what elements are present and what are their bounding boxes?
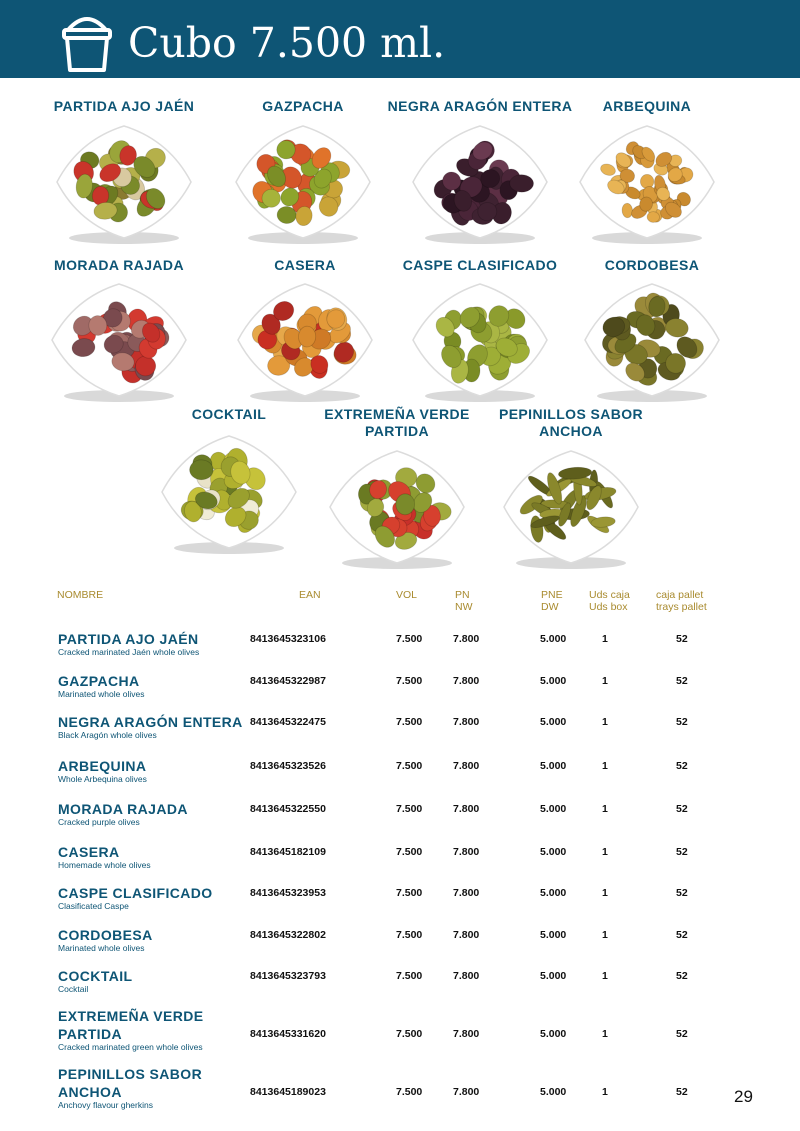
product-name: EXTREMEÑA VERDE bbox=[324, 406, 470, 422]
uds-cell: 1 bbox=[602, 675, 608, 687]
product-cordobesa bbox=[542, 257, 762, 274]
pne-cell: 5.000 bbox=[540, 760, 567, 772]
pne-cell: 5.000 bbox=[540, 929, 567, 941]
pne-cell: 5.000 bbox=[540, 1086, 567, 1098]
uds-cell: 1 bbox=[602, 929, 608, 941]
vol-cell: 7.500 bbox=[396, 846, 423, 858]
row-subtitle: Clasificated Caspe bbox=[58, 901, 129, 911]
uds-cell: 1 bbox=[602, 1086, 608, 1098]
gazpacha-dish bbox=[228, 120, 378, 250]
pn-cell: 7.800 bbox=[453, 675, 480, 687]
pallet-cell: 52 bbox=[676, 929, 688, 941]
col-header-uds bbox=[589, 589, 630, 613]
row-name: PARTIDA bbox=[58, 1026, 122, 1042]
product-name: CASERA bbox=[274, 257, 336, 273]
product-name: COCKTAIL bbox=[191, 406, 267, 422]
ean-cell: 8413645323953 bbox=[250, 887, 326, 899]
pallet-cell: 52 bbox=[676, 675, 688, 687]
pallet-cell: 52 bbox=[676, 803, 688, 815]
pallet-cell: 52 bbox=[676, 887, 688, 899]
product-image-cordobesa bbox=[577, 278, 727, 413]
uds-cell: 1 bbox=[602, 803, 608, 815]
row-subtitle: Black Aragón whole olives bbox=[58, 730, 157, 740]
pn-cell: 7.800 bbox=[453, 929, 480, 941]
vol-cell: 7.500 bbox=[396, 1028, 423, 1040]
product-image-pepinillos bbox=[496, 445, 646, 580]
vol-cell: 7.500 bbox=[396, 760, 423, 772]
pn-cell: 7.800 bbox=[453, 1028, 480, 1040]
casera-dish bbox=[230, 278, 380, 408]
vol-cell: 7.500 bbox=[396, 1086, 423, 1098]
pne-cell: 5.000 bbox=[540, 716, 567, 728]
row-subtitle: Homemade whole olives bbox=[58, 860, 151, 870]
uds-cell: 1 bbox=[602, 716, 608, 728]
ean-cell: 8413645322475 bbox=[250, 716, 326, 728]
vol-cell: 7.500 bbox=[396, 929, 423, 941]
vol-cell: 7.500 bbox=[396, 675, 423, 687]
pepinillos-dish bbox=[496, 445, 646, 575]
partida-ajo-jaen-dish bbox=[49, 120, 199, 250]
product-name: MORADA RAJADA bbox=[54, 257, 184, 273]
uds-cell: 1 bbox=[602, 846, 608, 858]
col-header-nombre: NOMBRE bbox=[57, 589, 104, 601]
product-image-negra-aragon bbox=[405, 120, 555, 255]
col-header-pne-en: DW bbox=[541, 601, 559, 613]
pn-cell: 7.800 bbox=[453, 1086, 480, 1098]
morada-rajada-dish bbox=[44, 278, 194, 408]
row-name: CORDOBESA bbox=[58, 927, 153, 943]
product-name: CASPE CLASIFICADO bbox=[402, 257, 558, 273]
pallet-cell: 52 bbox=[676, 970, 688, 982]
product-image-arbequina bbox=[572, 120, 722, 255]
row-subtitle: Whole Arbequina olives bbox=[58, 774, 147, 784]
vol-cell: 7.500 bbox=[396, 633, 423, 645]
pn-cell: 7.800 bbox=[453, 970, 480, 982]
pne-cell: 5.000 bbox=[540, 846, 567, 858]
row-name: NEGRA ARAGÓN ENTERA bbox=[58, 714, 243, 730]
vol-cell: 7.500 bbox=[396, 887, 423, 899]
caspe-dish bbox=[405, 278, 555, 408]
negra-aragon-dish bbox=[405, 120, 555, 250]
product-image-cocktail bbox=[154, 430, 304, 565]
product-name: NEGRA ARAGÓN ENTERA bbox=[387, 98, 573, 114]
row-name: CASPE CLASIFICADO bbox=[58, 885, 213, 901]
row-subtitle: Marinated whole olives bbox=[58, 943, 145, 953]
row-name: ANCHOA bbox=[58, 1084, 122, 1100]
pallet-cell: 52 bbox=[676, 633, 688, 645]
uds-cell: 1 bbox=[602, 970, 608, 982]
product-arbequina bbox=[537, 98, 757, 115]
col-header-pallet bbox=[656, 589, 707, 613]
olive bbox=[395, 493, 415, 515]
row-name: ARBEQUINA bbox=[58, 758, 147, 774]
bucket-icon bbox=[60, 12, 114, 74]
extremena-dish bbox=[322, 445, 472, 575]
product-name: ANCHOA bbox=[539, 423, 603, 439]
olive bbox=[510, 174, 534, 192]
pne-cell: 5.000 bbox=[540, 675, 567, 687]
col-header-pn bbox=[455, 589, 473, 613]
product-image-gazpacha bbox=[228, 120, 378, 255]
pallet-cell: 52 bbox=[676, 760, 688, 772]
page-title: Cubo 7.500 ml. bbox=[128, 19, 446, 67]
vol-cell: 7.500 bbox=[396, 803, 423, 815]
col-header-pn-es: PN bbox=[455, 589, 470, 601]
pn-cell: 7.800 bbox=[453, 716, 480, 728]
ean-cell: 8413645323106 bbox=[250, 633, 326, 645]
product-pepinillos bbox=[461, 406, 681, 440]
product-name: PARTIDA bbox=[365, 423, 429, 439]
uds-cell: 1 bbox=[602, 633, 608, 645]
product-name: GAZPACHA bbox=[262, 98, 344, 114]
row-subtitle: Marinated whole olives bbox=[58, 689, 145, 699]
col-header-vol: VOL bbox=[396, 589, 418, 601]
product-image-partida-ajo-jaen bbox=[49, 120, 199, 255]
ean-cell: 8413645331620 bbox=[250, 1028, 326, 1040]
ean-cell: 8413645322987 bbox=[250, 675, 326, 687]
pn-cell: 7.800 bbox=[453, 846, 480, 858]
ean-cell: 8413645189023 bbox=[250, 1086, 326, 1098]
uds-cell: 1 bbox=[602, 887, 608, 899]
page-header bbox=[0, 0, 800, 78]
col-header-pn-en: NW bbox=[455, 601, 473, 613]
row-name: PEPINILLOS SABOR bbox=[58, 1066, 203, 1082]
uds-cell: 1 bbox=[602, 760, 608, 772]
pallet-cell: 52 bbox=[676, 716, 688, 728]
product-name: PEPINILLOS SABOR bbox=[498, 406, 644, 422]
cordobesa-dish bbox=[577, 278, 727, 408]
col-header-pne-es: PNE bbox=[541, 589, 563, 601]
ean-cell: 8413645323526 bbox=[250, 760, 326, 772]
ean-cell: 8413645322550 bbox=[250, 803, 326, 815]
col-header-ean: EAN bbox=[299, 589, 321, 601]
row-subtitle: Cocktail bbox=[58, 984, 89, 994]
col-header-uds-en: Uds box bbox=[589, 601, 628, 613]
cocktail-dish bbox=[154, 430, 304, 560]
row-subtitle: Cracked purple olives bbox=[58, 817, 140, 827]
pallet-cell: 52 bbox=[676, 1086, 688, 1098]
row-name: CASERA bbox=[58, 844, 120, 860]
olive bbox=[189, 460, 213, 480]
product-name: ARBEQUINA bbox=[602, 98, 692, 114]
pne-cell: 5.000 bbox=[540, 1028, 567, 1040]
pne-cell: 5.000 bbox=[540, 803, 567, 815]
pne-cell: 5.000 bbox=[540, 887, 567, 899]
product-image-extremena bbox=[322, 445, 472, 580]
uds-cell: 1 bbox=[602, 1028, 608, 1040]
row-name: MORADA RAJADA bbox=[58, 801, 188, 817]
row-name: GAZPACHA bbox=[58, 673, 140, 689]
col-header-pne bbox=[541, 589, 563, 613]
product-image-morada-rajada bbox=[44, 278, 194, 413]
row-name: PARTIDA AJO JAÉN bbox=[58, 631, 199, 647]
product-image-casera bbox=[230, 278, 380, 413]
row-subtitle: Cracked marinated green whole olives bbox=[58, 1042, 203, 1052]
ean-cell: 8413645322802 bbox=[250, 929, 326, 941]
pn-cell: 7.800 bbox=[453, 760, 480, 772]
vol-cell: 7.500 bbox=[396, 716, 423, 728]
col-header-pallet-es: caja pallet bbox=[656, 589, 704, 601]
pn-cell: 7.800 bbox=[453, 803, 480, 815]
row-name: COCKTAIL bbox=[58, 968, 133, 984]
row-name: EXTREMEÑA VERDE bbox=[58, 1008, 204, 1024]
pn-cell: 7.800 bbox=[453, 633, 480, 645]
row-subtitle: Cracked marinated Jaén whole olives bbox=[58, 647, 200, 657]
product-name: PARTIDA AJO JAÉN bbox=[53, 98, 195, 114]
pallet-cell: 52 bbox=[676, 1028, 688, 1040]
pne-cell: 5.000 bbox=[540, 970, 567, 982]
pallet-cell: 52 bbox=[676, 846, 688, 858]
page-number: 29 bbox=[734, 1087, 753, 1106]
product-image-caspe bbox=[405, 278, 555, 413]
ean-cell: 8413645323793 bbox=[250, 970, 326, 982]
col-header-uds-es: Uds caja bbox=[589, 589, 630, 601]
arbequina-dish bbox=[572, 120, 722, 250]
vol-cell: 7.500 bbox=[396, 970, 423, 982]
pn-cell: 7.800 bbox=[453, 887, 480, 899]
ean-cell: 8413645182109 bbox=[250, 846, 326, 858]
col-header-pallet-en: trays pallet bbox=[656, 601, 707, 613]
product-name: CORDOBESA bbox=[604, 257, 700, 273]
pne-cell: 5.000 bbox=[540, 633, 567, 645]
row-subtitle: Anchovy flavour gherkins bbox=[58, 1100, 153, 1110]
